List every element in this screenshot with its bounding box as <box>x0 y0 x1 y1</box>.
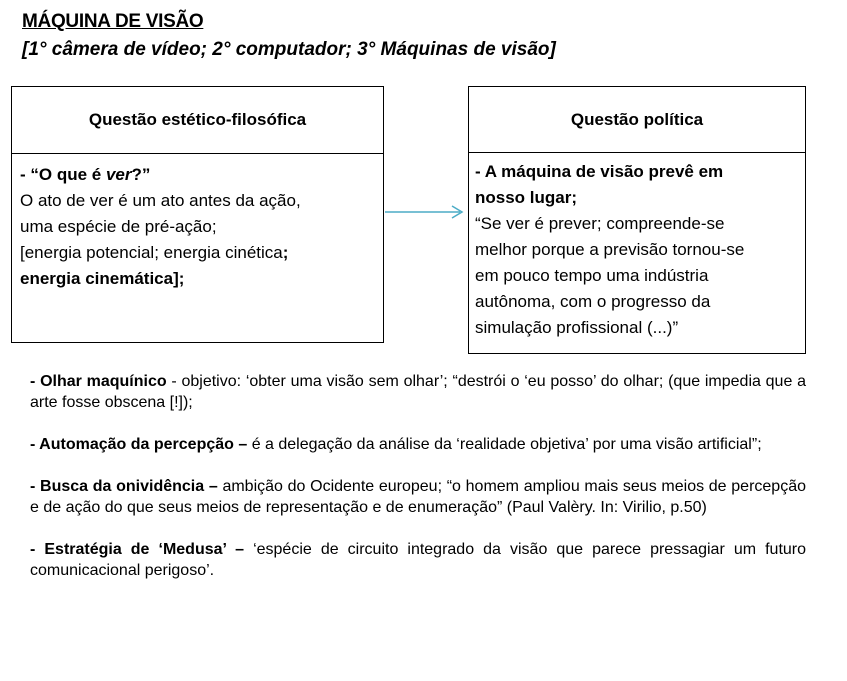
page-title: MÁQUINA DE VISÃO <box>22 11 204 32</box>
bullet-term: - Olhar maquínico <box>30 373 167 390</box>
body-line-3-bold: ; <box>282 243 289 262</box>
bullet-term: - Automação da percepção – <box>30 436 248 453</box>
aesthetic-philosophical-body <box>12 154 383 292</box>
quote-line-2: melhor porque a previsão tornou-se <box>475 240 745 259</box>
body-line-3 <box>20 240 383 266</box>
bullet-estrategia-medusa <box>30 539 806 581</box>
political-question-header: Questão política <box>469 87 805 153</box>
bullet-busca-onividencia <box>30 476 806 518</box>
bullet-text: ambição do Ocidente europeu; “o homem ampliou mais seus meios de percepção e de ação do que seus meios de representação e de enumeração” (Paul Valèry. In: Virilio, p.50) <box>30 478 806 516</box>
bullet-text: - objetivo: ‘obter uma visão sem olhar’; “destrói o ‘eu posso’ do olhar; (que impedia que a arte fosse obscena [!]); <box>30 373 807 411</box>
question-suffix: ?” <box>131 165 151 184</box>
page-subtitle <box>22 39 556 61</box>
bullet-text: é a delegação da análise da ‘realidade objetiva’ por uma visão artificial”; <box>247 436 762 453</box>
question-prefix: - “O que é <box>20 165 106 184</box>
bullet-text: ‘espécie de circuito integrado da visão que parece pressagiar um futuro comunicacional perigoso’. <box>30 541 807 579</box>
connector-arrow-icon <box>384 202 468 222</box>
question-line <box>20 162 383 188</box>
bullet-automacao-percepcao <box>30 434 806 455</box>
body-line-3-normal: [energia potencial; energia cinética <box>20 243 283 262</box>
quote-line-3: em pouco tempo uma indústria <box>475 266 709 285</box>
political-heading-line-2: nosso lugar; <box>475 188 578 207</box>
question-italic: ver <box>105 165 132 184</box>
bullet-term: - Estratégia de ‘Medusa’ – <box>30 541 245 558</box>
political-heading-line-1: - A máquina de visão prevê em <box>475 162 724 181</box>
quote-line-4: autônoma, com o progresso da <box>475 292 711 311</box>
body-line-4: energia cinemática]; <box>20 269 185 288</box>
political-question-body <box>469 153 805 341</box>
political-question-box <box>468 86 806 354</box>
aesthetic-philosophical-box <box>11 86 384 343</box>
bullet-list <box>30 371 806 602</box>
body-line-1: O ato de ver é um ato antes da ação, <box>20 191 301 210</box>
aesthetic-philosophical-header: Questão estético-filosófica <box>12 87 383 154</box>
quote-line-5: simulação profissional (...)” <box>475 318 679 337</box>
body-line-2: uma espécie de pré-ação; <box>20 217 217 236</box>
quote-line-1: “Se ver é prever; compreende-se <box>475 214 725 233</box>
bullet-olhar-maquinico <box>30 371 806 413</box>
bullet-term: - Busca da onividência – <box>30 478 218 495</box>
subtitle-text: [1° câmera de vídeo; 2° computador; 3° Máquinas de visão] <box>22 39 556 60</box>
